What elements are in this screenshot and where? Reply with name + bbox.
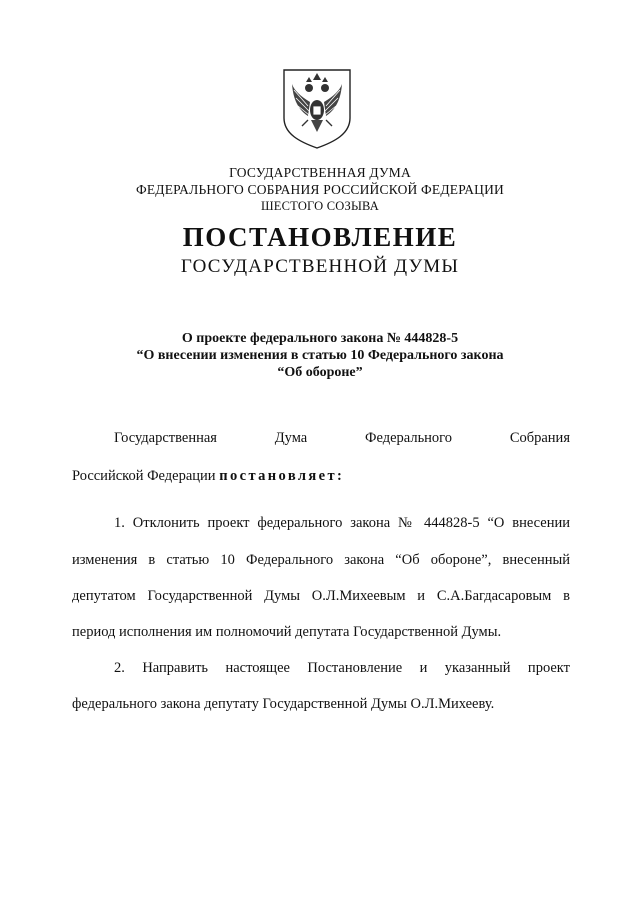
item-1-line-2: изменения в статью 10 Федерального закона “Об обороне”, внесенный	[72, 552, 570, 568]
header-line-2: ФЕДЕРАЛЬНОГО СОБРАНИЯ РОССИЙСКОЙ ФЕДЕРАЦИИ	[136, 182, 504, 197]
document-subtitle: ГОСУДАРСТВЕННОЙ ДУМЫ	[180, 256, 460, 277]
document-title: ПОСТАНОВЛЕНИЕ	[182, 222, 458, 252]
item-1-line-1: 1. Отклонить проект федерального закона № 444828-5 “О внесении	[114, 515, 570, 531]
preamble-line-1	[72, 430, 570, 447]
subject-line-1: О проекте федерального закона № 444828-5	[181, 331, 459, 346]
subject-line-2: “О внесении изменения в статью 10 Федерального закона	[136, 348, 504, 363]
preamble-word-4: Собрания	[509, 430, 570, 446]
item-1-line-4: период исполнения им полномочий депутата Государственной Думы.	[72, 624, 502, 640]
preamble-word-3: Федерального	[365, 430, 453, 446]
preamble-decree-word: постановляет:	[219, 468, 345, 484]
subject-line-3: “Об обороне”	[277, 365, 363, 380]
header-line-1: ГОСУДАРСТВЕННАЯ ДУМА	[229, 165, 411, 180]
preamble-line-2	[72, 468, 570, 485]
item-2-line-2: федерального закона депутату Государственной Думы О.Л.Михееву.	[72, 696, 495, 712]
preamble-text: Российской Федерации	[72, 468, 220, 484]
preamble-word-2: Дума	[274, 430, 308, 446]
preamble-word-1: Государственная	[114, 430, 217, 446]
item-2-line-1: 2. Направить настоящее Постановление и указанный проект	[114, 660, 570, 676]
header-line-3: ШЕСТОГО СОЗЫВА	[260, 199, 380, 213]
coat-of-arms-icon	[278, 66, 356, 150]
item-1-line-3: депутатом Государственной Думы О.Л.Михеевым и С.А.Багдасаровым в	[72, 588, 570, 604]
